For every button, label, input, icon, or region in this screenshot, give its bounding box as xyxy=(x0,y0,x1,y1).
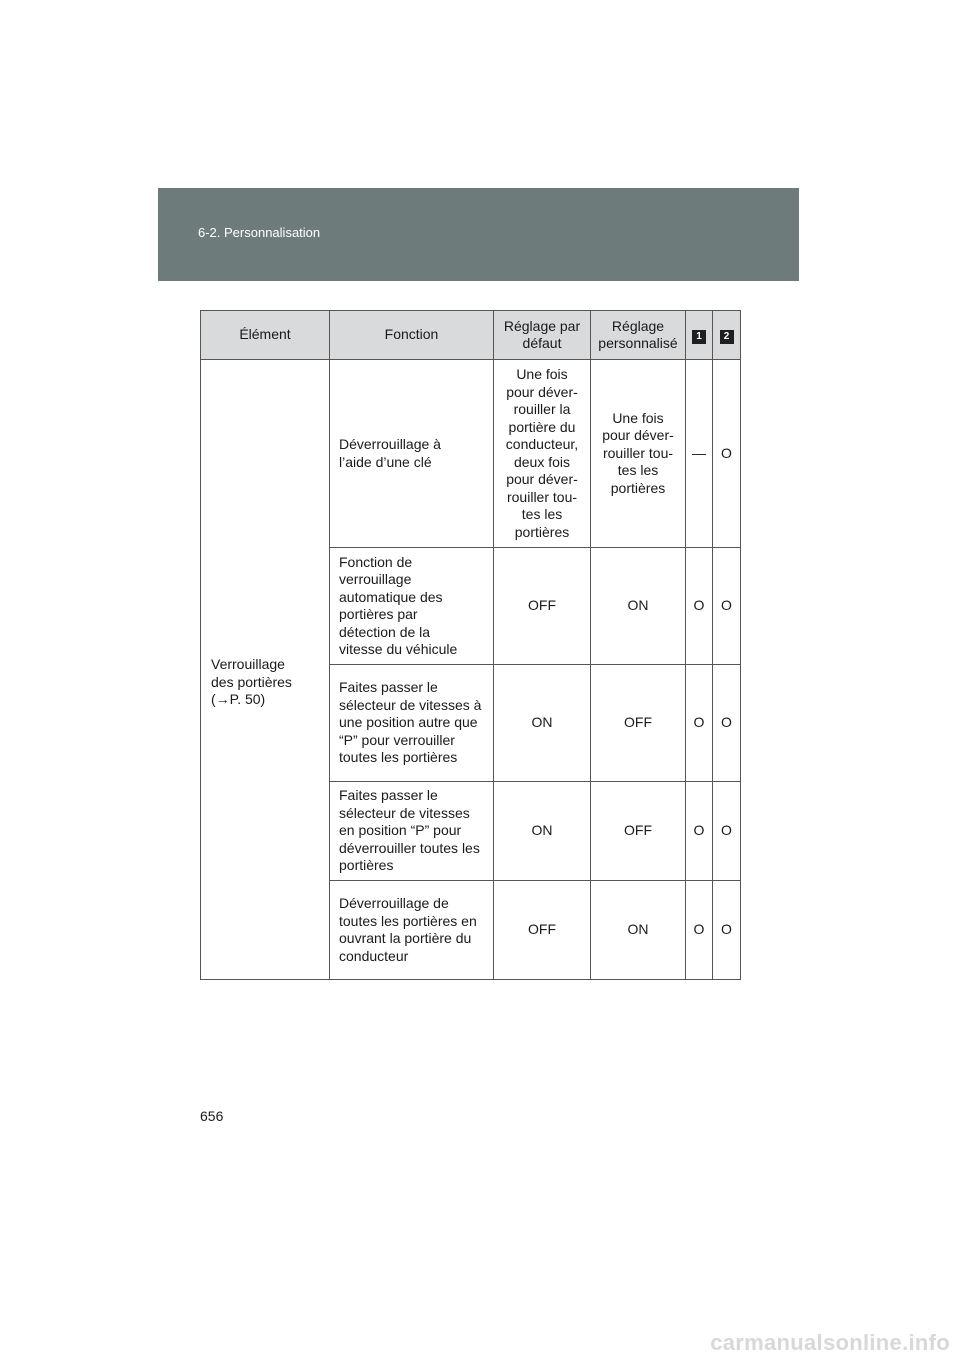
custom-cell: OFF xyxy=(591,665,686,782)
function-cell: Faites passer le sélecteur de vitesses en position “P” pour déverrouiller toutes les portières xyxy=(330,782,494,881)
model-2-cell: O xyxy=(713,548,741,665)
header-function: Fonction xyxy=(330,311,494,360)
model-1-cell: O xyxy=(686,881,713,980)
function-cell: Faites passer le sélecteur de vitesses à une position autre que “P” pour verrouiller toutes les portières xyxy=(330,665,494,782)
default-cell: OFF xyxy=(494,548,591,665)
table-row xyxy=(201,360,741,548)
model-1-cell: O xyxy=(686,665,713,782)
page-number: 656 xyxy=(200,1108,224,1124)
header-badge-1 xyxy=(686,311,713,360)
section-title: 6-2. Personnalisation xyxy=(198,225,321,240)
watermark: carmanualsonline.info xyxy=(710,1330,950,1355)
custom-cell: Une fois pour déver- rouiller tou- tes les portières xyxy=(591,360,686,548)
default-cell: ON xyxy=(494,782,591,881)
header-badge-2 xyxy=(713,311,741,360)
badge-1-icon: 1 xyxy=(692,330,706,344)
customization-table xyxy=(200,310,741,980)
custom-cell: OFF xyxy=(591,782,686,881)
model-2-cell: O xyxy=(713,360,741,548)
function-cell: Déverrouillage de toutes les portières en ouvrant la portière du conducteur xyxy=(330,881,494,980)
custom-cell: ON xyxy=(591,548,686,665)
function-cell: Fonction de verrouillage automatique des portières par détection de la vitesse du véhicule xyxy=(330,548,494,665)
function-cell: Déverrouillage à l’aide d’une clé xyxy=(330,360,494,548)
element-cell: Verrouillage des portières (→P. 50) xyxy=(201,360,330,980)
default-cell: ON xyxy=(494,665,591,782)
model-1-cell: O xyxy=(686,548,713,665)
model-2-cell: O xyxy=(713,782,741,881)
custom-cell: ON xyxy=(591,881,686,980)
header-element: Élément xyxy=(201,311,330,360)
section-header-band xyxy=(158,188,799,281)
header-custom-setting: Réglage personnalisé xyxy=(591,311,686,360)
default-cell: Une fois pour déver- rouiller la portière du conducteur, deux fois pour déver- rouiller tou- tes les portières xyxy=(494,360,591,548)
table-header-row xyxy=(201,311,741,360)
model-1-cell: O xyxy=(686,782,713,881)
model-2-cell: O xyxy=(713,665,741,782)
badge-2-icon: 2 xyxy=(720,330,734,344)
header-default-setting: Réglage par défaut xyxy=(494,311,591,360)
default-cell: OFF xyxy=(494,881,591,980)
model-2-cell: O xyxy=(713,881,741,980)
model-1-cell: — xyxy=(686,360,713,548)
